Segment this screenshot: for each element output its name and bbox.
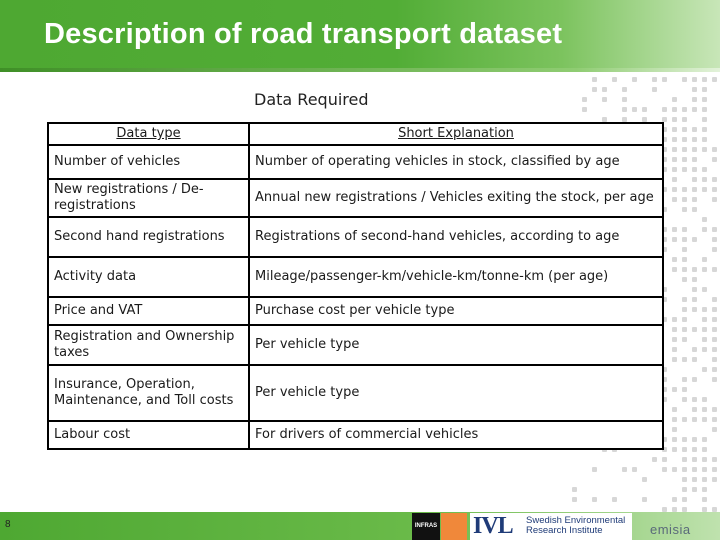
decorative-dot: [682, 487, 687, 492]
table-row: [48, 257, 663, 297]
decorative-dot: [692, 397, 697, 402]
decorative-dot: [692, 467, 697, 472]
decorative-dot: [682, 107, 687, 112]
decorative-dot: [682, 377, 687, 382]
decorative-dot: [682, 127, 687, 132]
decorative-dot: [702, 337, 707, 342]
decorative-dot: [682, 447, 687, 452]
table-row: [48, 145, 663, 179]
decorative-dot: [572, 497, 577, 502]
emisia-logo: emisia: [650, 522, 691, 537]
decorative-dot: [672, 347, 677, 352]
decorative-dot: [672, 357, 677, 362]
decorative-dot: [622, 97, 627, 102]
decorative-dot: [682, 277, 687, 282]
decorative-dot: [682, 467, 687, 472]
title-bar: [0, 0, 720, 72]
decorative-dot: [692, 287, 697, 292]
decorative-dot: [692, 87, 697, 92]
decorative-dot: [692, 437, 697, 442]
data-type-cell: Price and VAT: [48, 297, 249, 325]
decorative-dot: [682, 327, 687, 332]
decorative-dot: [642, 477, 647, 482]
decorative-dot: [712, 337, 717, 342]
header-data-type: Data type: [48, 123, 249, 145]
table-row: [48, 365, 663, 421]
decorative-dot: [712, 227, 717, 232]
data-type-cell: Labour cost: [48, 421, 249, 449]
data-type-cell: Second hand registrations: [48, 217, 249, 257]
data-type-cell: Registration and Ownership taxes: [48, 325, 249, 365]
decorative-dot: [622, 467, 627, 472]
explanation-cell: Per vehicle type: [249, 365, 663, 421]
decorative-dot: [662, 457, 667, 462]
decorative-dot: [702, 107, 707, 112]
decorative-dot: [692, 307, 697, 312]
decorative-dot: [712, 157, 717, 162]
decorative-dot: [702, 447, 707, 452]
decorative-dot: [702, 477, 707, 482]
decorative-dot: [682, 497, 687, 502]
partner-logo-orange: [441, 513, 467, 540]
decorative-dot: [712, 177, 717, 182]
decorative-dot: [652, 77, 657, 82]
decorative-dot: [692, 277, 697, 282]
decorative-dot: [702, 267, 707, 272]
ivl-logo-line-2: Research Institute: [526, 525, 603, 536]
explanation-cell: Purchase cost per vehicle type: [249, 297, 663, 325]
decorative-dot: [672, 147, 677, 152]
decorative-dot: [682, 457, 687, 462]
decorative-dot: [652, 87, 657, 92]
explanation-cell: For drivers of commercial vehicles: [249, 421, 663, 449]
decorative-dot: [702, 87, 707, 92]
decorative-dot: [692, 417, 697, 422]
decorative-dot: [672, 267, 677, 272]
decorative-dot: [672, 137, 677, 142]
ivl-logo-line-1: Swedish Environmental: [526, 515, 626, 526]
decorative-dot: [702, 307, 707, 312]
decorative-dot: [712, 417, 717, 422]
page-number: 8: [5, 519, 11, 530]
decorative-dot: [672, 197, 677, 202]
decorative-dot: [672, 467, 677, 472]
table-row: [48, 179, 663, 217]
decorative-dot: [622, 107, 627, 112]
ivl-logo: [470, 513, 632, 540]
decorative-dot: [682, 417, 687, 422]
decorative-dot: [592, 497, 597, 502]
decorative-dot: [672, 407, 677, 412]
decorative-dot: [712, 267, 717, 272]
decorative-dot: [682, 267, 687, 272]
decorative-dot: [712, 377, 717, 382]
decorative-dot: [672, 127, 677, 132]
decorative-dot: [682, 237, 687, 242]
decorative-dot: [672, 167, 677, 172]
decorative-dot: [702, 327, 707, 332]
explanation-cell: Number of operating vehicles in stock, classified by age: [249, 145, 663, 179]
decorative-dot: [712, 77, 717, 82]
decorative-dot: [672, 187, 677, 192]
ivl-logo-text: [526, 516, 625, 536]
section-subtitle: Data Required: [254, 90, 369, 109]
decorative-dot: [672, 177, 677, 182]
decorative-dot: [702, 347, 707, 352]
decorative-dot: [692, 487, 697, 492]
decorative-dot: [682, 247, 687, 252]
decorative-dot: [682, 147, 687, 152]
decorative-dot: [712, 307, 717, 312]
decorative-dot: [672, 117, 677, 122]
decorative-dot: [692, 327, 697, 332]
decorative-dot: [682, 317, 687, 322]
decorative-dot: [682, 227, 687, 232]
decorative-dot: [682, 357, 687, 362]
decorative-dot: [692, 357, 697, 362]
decorative-dot: [702, 457, 707, 462]
decorative-dot: [692, 147, 697, 152]
decorative-dot: [672, 257, 677, 262]
decorative-dot: [702, 437, 707, 442]
decorative-dot: [692, 157, 697, 162]
decorative-dot: [712, 367, 717, 372]
decorative-dot: [712, 427, 717, 432]
decorative-dot: [672, 97, 677, 102]
decorative-dot: [712, 147, 717, 152]
decorative-dot: [712, 477, 717, 482]
decorative-dot: [702, 497, 707, 502]
decorative-dot: [702, 137, 707, 142]
decorative-dot: [702, 127, 707, 132]
decorative-dot: [642, 107, 647, 112]
decorative-dot: [692, 457, 697, 462]
decorative-dot: [712, 247, 717, 252]
decorative-dot: [682, 197, 687, 202]
decorative-dot: [672, 417, 677, 422]
decorative-dot: [672, 237, 677, 242]
decorative-dot: [702, 227, 707, 232]
decorative-dot: [702, 117, 707, 122]
decorative-dot: [712, 297, 717, 302]
decorative-dot: [682, 137, 687, 142]
decorative-dot: [712, 347, 717, 352]
decorative-dot: [712, 197, 717, 202]
decorative-dot: [592, 87, 597, 92]
decorative-dot: [692, 107, 697, 112]
data-type-cell: New registrations / De-registrations: [48, 179, 249, 217]
decorative-dot: [682, 257, 687, 262]
decorative-dot: [712, 407, 717, 412]
dataset-table: [47, 122, 664, 450]
decorative-dot: [692, 167, 697, 172]
decorative-dot: [702, 187, 707, 192]
decorative-dot: [682, 187, 687, 192]
decorative-dot: [692, 297, 697, 302]
decorative-dot: [672, 327, 677, 332]
decorative-dot: [692, 77, 697, 82]
decorative-dot: [612, 77, 617, 82]
decorative-dot: [672, 427, 677, 432]
decorative-dot: [682, 477, 687, 482]
decorative-dot: [602, 97, 607, 102]
decorative-dot: [682, 77, 687, 82]
decorative-dot: [592, 467, 597, 472]
decorative-dot: [702, 287, 707, 292]
data-type-cell: Activity data: [48, 257, 249, 297]
decorative-dot: [702, 467, 707, 472]
decorative-dot: [702, 367, 707, 372]
table-header-row: [48, 123, 663, 145]
decorative-dot: [692, 407, 697, 412]
decorative-dot: [702, 97, 707, 102]
decorative-dot: [682, 397, 687, 402]
decorative-dot: [672, 337, 677, 342]
decorative-dot: [632, 107, 637, 112]
decorative-dot: [682, 117, 687, 122]
decorative-dot: [712, 237, 717, 242]
decorative-dot: [702, 257, 707, 262]
table-row: [48, 217, 663, 257]
decorative-dot: [702, 417, 707, 422]
decorative-dot: [682, 437, 687, 442]
decorative-dot: [642, 497, 647, 502]
explanation-cell: Annual new registrations / Vehicles exiting the stock, per age: [249, 179, 663, 217]
decorative-dot: [682, 387, 687, 392]
decorative-dot: [682, 207, 687, 212]
decorative-dot: [672, 317, 677, 322]
table-row: [48, 325, 663, 365]
ivl-logo-mark: IVL: [473, 513, 513, 539]
decorative-dot: [662, 107, 667, 112]
decorative-dot: [632, 77, 637, 82]
decorative-dot: [692, 137, 697, 142]
data-type-cell: Number of vehicles: [48, 145, 249, 179]
decorative-dot: [712, 357, 717, 362]
decorative-dot: [692, 197, 697, 202]
decorative-dot: [662, 467, 667, 472]
decorative-dot: [702, 217, 707, 222]
decorative-dot: [692, 477, 697, 482]
decorative-dot: [692, 207, 697, 212]
decorative-dot: [702, 177, 707, 182]
slide-title: Description of road transport dataset: [44, 18, 563, 50]
decorative-dot: [672, 437, 677, 442]
table-row: [48, 421, 663, 449]
decorative-dot: [672, 107, 677, 112]
decorative-dot: [692, 347, 697, 352]
decorative-dot: [682, 167, 687, 172]
decorative-dot: [702, 167, 707, 172]
decorative-dot: [582, 107, 587, 112]
data-type-cell: Insurance, Operation, Maintenance, and Toll costs: [48, 365, 249, 421]
decorative-dot: [692, 447, 697, 452]
decorative-dot: [602, 87, 607, 92]
decorative-dot: [692, 237, 697, 242]
decorative-dot: [702, 487, 707, 492]
decorative-dot: [672, 157, 677, 162]
decorative-dot: [702, 397, 707, 402]
decorative-dot: [712, 317, 717, 322]
decorative-dot: [702, 407, 707, 412]
decorative-dot: [692, 377, 697, 382]
decorative-dot: [692, 97, 697, 102]
decorative-dot: [712, 327, 717, 332]
decorative-dot: [632, 467, 637, 472]
decorative-dot: [712, 467, 717, 472]
decorative-dot: [682, 157, 687, 162]
explanation-cell: Mileage/passenger-km/vehicle-km/tonne-km (per age): [249, 257, 663, 297]
decorative-dot: [582, 97, 587, 102]
decorative-dot: [702, 147, 707, 152]
decorative-dot: [652, 457, 657, 462]
infras-logo: INFRAS: [412, 513, 440, 540]
header-short-explanation: Short Explanation: [249, 123, 663, 145]
decorative-dot: [682, 337, 687, 342]
decorative-dot: [572, 487, 577, 492]
decorative-dot: [712, 457, 717, 462]
explanation-cell: Registrations of second-hand vehicles, according to age: [249, 217, 663, 257]
explanation-cell: Per vehicle type: [249, 325, 663, 365]
decorative-dot: [702, 317, 707, 322]
decorative-dot: [672, 387, 677, 392]
decorative-dot: [592, 77, 597, 82]
table-row: [48, 297, 663, 325]
decorative-dot: [622, 87, 627, 92]
decorative-dot: [692, 127, 697, 132]
decorative-dot: [692, 177, 697, 182]
decorative-dot: [662, 77, 667, 82]
decorative-dot: [702, 77, 707, 82]
decorative-dot: [682, 307, 687, 312]
decorative-dot: [692, 187, 697, 192]
decorative-dot: [712, 187, 717, 192]
decorative-dot: [672, 227, 677, 232]
decorative-dot: [672, 447, 677, 452]
decorative-dot: [612, 497, 617, 502]
decorative-dot: [682, 297, 687, 302]
decorative-dot: [672, 497, 677, 502]
decorative-dot: [692, 267, 697, 272]
